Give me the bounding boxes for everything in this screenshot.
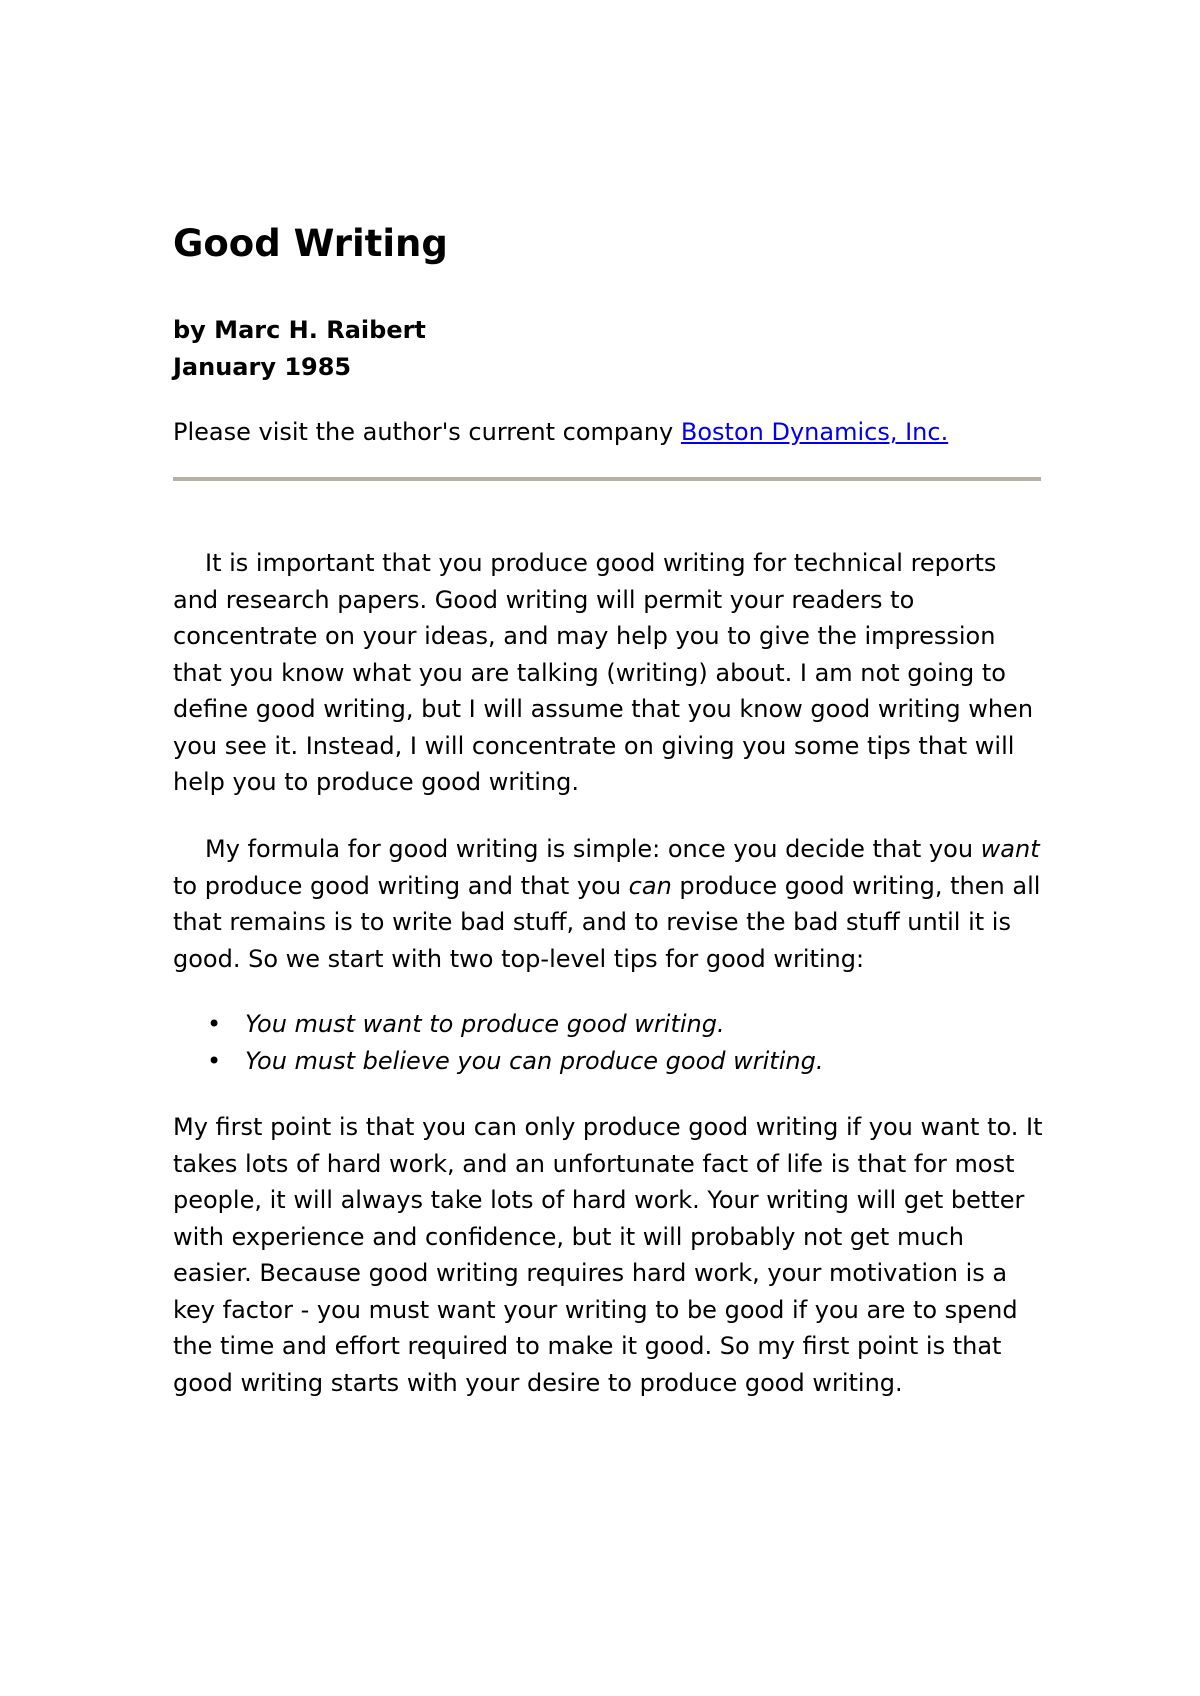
paragraph-intro: It is important that you produce good writing for technical reports and research papers. Good writing will permit your readers to concentrate on your ideas, and may help you to give the impression that you know what you are talking (writing) about. I am not going to define good writing, but I will assume that you know good writing when you see it. Instead, I will concentrate on giving you some tips that will help you to produce good writing. bbox=[173, 549, 1034, 796]
emphasis-want: want bbox=[980, 835, 1040, 863]
bullet-icon: • bbox=[207, 1046, 222, 1075]
company-visit-line bbox=[173, 414, 948, 451]
formula-text-2: to produce good writing and that you bbox=[173, 871, 629, 900]
formula-text-1: My formula for good writing is simple: once you decide that you bbox=[205, 835, 981, 863]
byline bbox=[173, 312, 426, 385]
list-item bbox=[173, 1043, 823, 1080]
page-title: Good Writing bbox=[173, 222, 448, 265]
tips-list bbox=[173, 1006, 823, 1079]
company-link[interactable]: Boston Dynamics, Inc. bbox=[680, 418, 949, 446]
paragraph-formula bbox=[173, 831, 1043, 977]
list-item bbox=[173, 1006, 823, 1043]
bullet-icon: • bbox=[207, 1010, 222, 1038]
paragraph-first-point: My first point is that you can only produce good writing if you want to. It takes lots of hard work, and an unfortunate fact of life is that for most people, it will always take lots of hard work. Your writing will get better with experience and confidence, but it will probably not get much easier. Because good writing requires hard work, your motivation is a key factor - you must want your writing to be good if you are to spend the time and effort required to make it good. So my first point is that good writing starts with your desire to produce good writing. bbox=[173, 1113, 1043, 1397]
tip-text: You must believe you can produce good writing. bbox=[245, 1046, 824, 1075]
tip-text: You must want to produce good writing. bbox=[245, 1010, 725, 1038]
author-line: by Marc H. Raibert bbox=[173, 316, 426, 344]
date-line: January 1985 bbox=[173, 352, 352, 381]
formula-text-3: produce good writing, then all that remains is to write bad stuff, and to revise the bad stuff until it is good. So we start with two top-level tips for good writing: bbox=[173, 871, 1041, 973]
horizontal-rule bbox=[173, 477, 1041, 481]
emphasis-can: can bbox=[628, 871, 672, 900]
visit-text: Please visit the author's current company bbox=[173, 418, 681, 446]
